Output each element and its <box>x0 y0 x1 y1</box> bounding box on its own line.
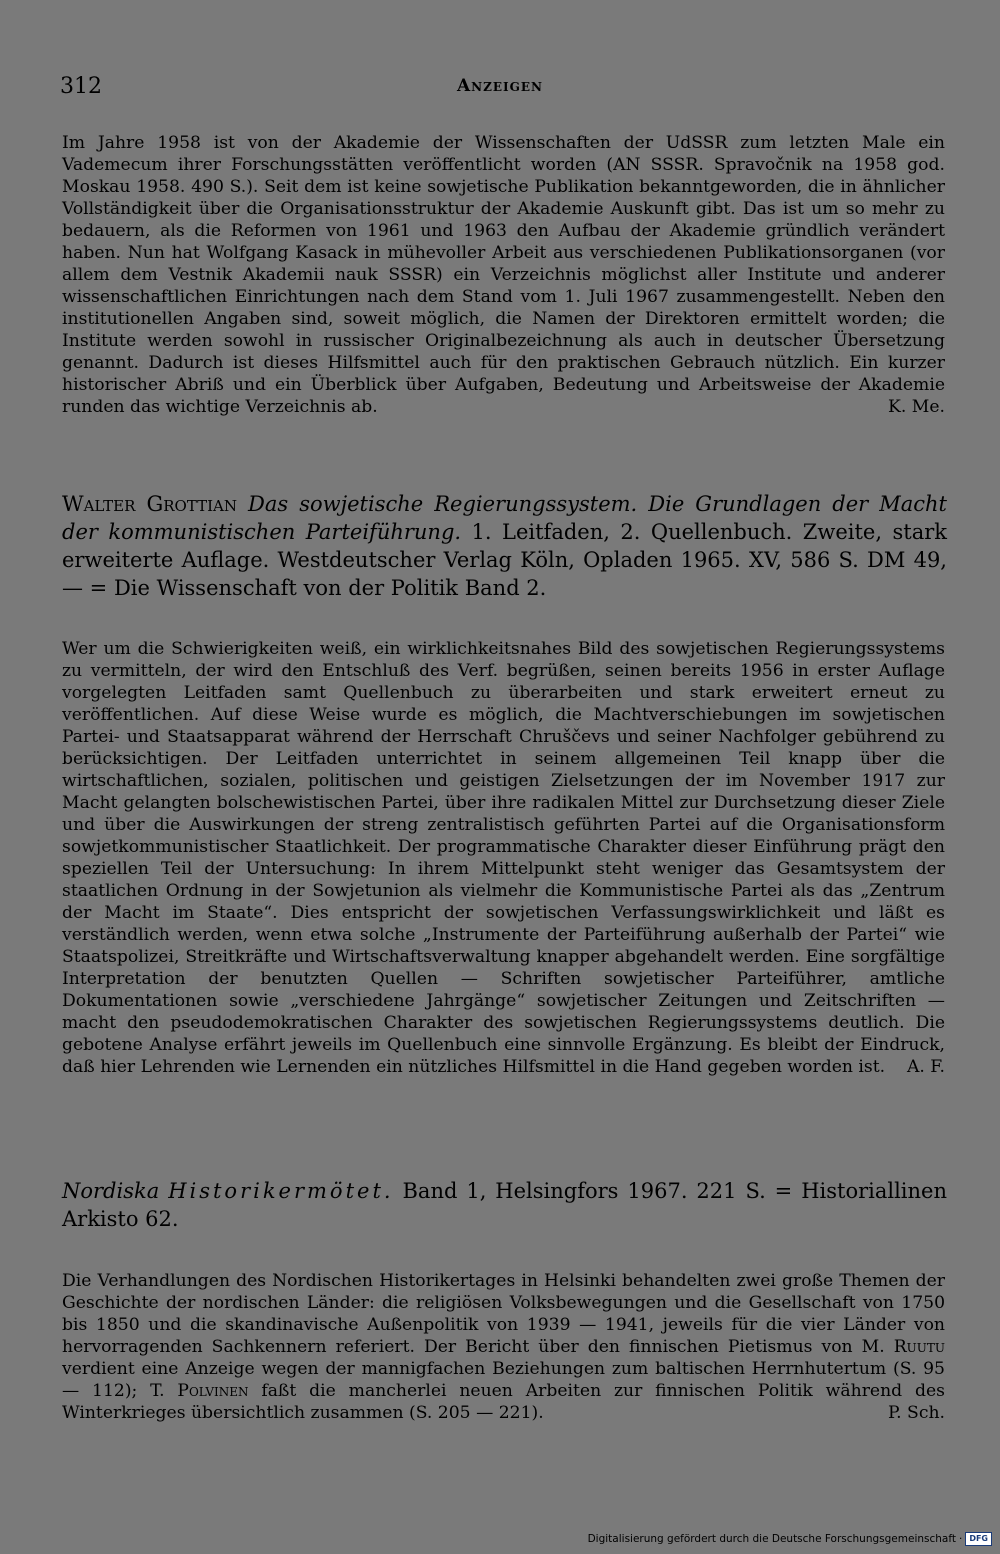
review-paragraph-2 <box>62 638 945 1078</box>
reviewer-initials-2: A. F. <box>906 1057 945 1077</box>
reviewer-initials-1: K. Me. <box>887 397 945 417</box>
page-number: 312 <box>60 74 102 99</box>
review-3-part3: faßt die mancherlei neuen Arbeiten zur finnischen Politik während des Winterkrieges übersichtlich zusammen (S. 205 — 221). <box>62 1381 945 1423</box>
review-2-text: Wer um die Schwierigkeiten weiß, ein wirklichkeitsnahes Bild des sowjetischen Regierungssystems zu vermitteln, der wird den Entschluß des Verf. begrüßen, seinen bereits 1956 in erster Auflage vorgelegten Leitfaden samt Quellenbuch zu überarbeiten und stark erweitert erneut zu veröffentlichen. Auf diese Weise wurde es möglich, die Machtverschiebungen im sowjetischen Partei- und Staatsapparat während der Herrschaft Chruščevs und seiner Nachfolger gebührend zu berücksichtigen. Der Leitfaden unterrichtet in seinem allgemeinen Teil knapp über die wirtschaftlichen, sozialen, politischen und geistigen Zielsetzungen der im November 1917 zur Macht gelangten bolschewistischen Partei, über ihre radikalen Mittel zur Durchsetzung dieser Ziele und über die Auswirkungen der streng zentralistisch geführten Partei auf die Organisationsform sowjetkommunistischer Staatlichkeit. Der programmatische Charakter dieser Einführung prägt den speziellen Teil der Untersuchung: In ihrem Mittelpunkt steht weniger das Gesamtsystem der staatlichen Ordnung in der Sowjetunion als vielmehr die Kommunistische Partei als das „Zentrum der Macht im Staate“. Dies entspricht der sowjetischen Verfassungswirklichkeit und läßt es verständlich werden, wenn etwa solche „Instrumente der Parteiführung außerhalb der Partei“ wie Staatspolizei, Streitkräfte und Wirtschaftsverwaltung knapper abgehandelt werden. Eine sorgfältige Interpretation der benutzten Quellen — Schriften sowjetischer Parteiführer, amtliche Dokumentationen sowie „verschiedene Jahrgänge“ sowjetischer Zeitungen und Zeitschriften — macht den pseudodemokratischen Charakter des sowjetischen Regierungssystems deutlich. Die gebotene Analyse erfährt jeweils im Quellenbuch eine sinnvolle Ergänzung. Es bleibt der Eindruck, daß hier Lehrenden wie Lernenden ein nützliches Hilfsmittel in die Hand gegeben worden ist. <box>62 639 945 1077</box>
review-paragraph-3 <box>62 1270 945 1424</box>
review-3-part1: Die Verhandlungen des Nordischen Historikertages in Helsinki behandelten zwei große Themen der Geschichte der nordischen Länder: die religiösen Volksbewegungen und die Gesellschaft von 1750 bis 1850 und die skandinavische Außenpolitik von 1939 — 1941, jeweils für die vier Länder von hervorragenden Sachkennern referiert. Der Bericht über den finnischen Pietismus von M. <box>62 1271 945 1357</box>
entry-2-title: Das sowjetische Regierungssystem. Die Grundlagen der Macht der kommunistischen Parteiführung. <box>62 492 947 544</box>
reviewed-name-1: Ruutu <box>893 1337 945 1357</box>
digitization-footer: Digitalisierung gefördert durch die Deutsche Forschungsgemeinschaft · DFG <box>588 1532 992 1546</box>
reviewed-name-2: Polvinen <box>177 1381 249 1401</box>
review-3-part2: verdient eine Anzeige wegen der mannigfachen Beziehungen zum baltischen Herrnhutertum (S. 95 — 112); T. <box>62 1359 945 1401</box>
entry-2-details: 1. Leitfaden, 2. Quellenbuch. Zweite, stark erweiterte Auflage. Westdeutscher Verlag Köln, Opladen 1965. XV, 586 S. DM 49,— = Die Wissenschaft von der Politik Band 2. <box>62 520 947 600</box>
review-1-text: Im Jahre 1958 ist von der Akademie der Wissenschaften der UdSSR zum letzten Male ein Vademecum ihrer Forschungsstätten veröffentlicht worden (AN SSSR. Spravočnik na 1958 god. Moskau 1958. 490 S.). Seit dem ist keine sowjetische Publikation bekanntgeworden, die in ähnlicher Vollständigkeit über die Organisationsstruktur der Akademie Auskunft gibt. Das ist um so mehr zu bedauern, als die Reformen von 1961 und 1963 den Aufbau der Akademie gründlich verändert haben. Nun hat Wolfgang Kasack in mühevoller Arbeit aus verschiedenen Publikationsorganen (vor allem dem Vestnik Akademii nauk SSSR) ein Verzeichnis möglichst aller Institute und anderer wissenschaftlichen Einrichtungen nach dem Stand vom 1. Juli 1967 zusammengestellt. Neben den institutionellen Angaben sind, soweit möglich, die Namen der Direktoren ermittelt worden; die Institute werden sowohl in russischer Originalbezeichnung als auch in deutscher Übersetzung genannt. Dadurch ist dieses Hilfsmittel auch für den praktischen Gebrauch nützlich. Ein kurzer historischer Abriß und ein Überblick über Aufgaben, Bedeutung und Arbeitsweise der Akademie runden das wichtige Verzeichnis ab. <box>62 133 945 417</box>
entry-3-title-part1: Nordiska <box>62 1179 160 1203</box>
entry-3-title-part2: Historikermötet. <box>168 1179 394 1203</box>
footer-text: Digitalisierung gefördert durch die Deutsche Forschungsgemeinschaft <box>587 1533 956 1545</box>
dfg-logo-icon: DFG <box>965 1532 992 1546</box>
book-entry-2 <box>62 490 947 602</box>
book-entry-3 <box>62 1177 947 1233</box>
review-paragraph-1 <box>62 132 945 418</box>
entry-2-author: Walter Grottian <box>62 492 237 516</box>
running-head: Anzeigen <box>456 76 544 96</box>
entry-3-details: Band 1, Helsingfors 1967. 221 S. = Historiallinen Arkisto 62. <box>62 1179 947 1231</box>
reviewer-initials-3: P. Sch. <box>888 1403 945 1423</box>
